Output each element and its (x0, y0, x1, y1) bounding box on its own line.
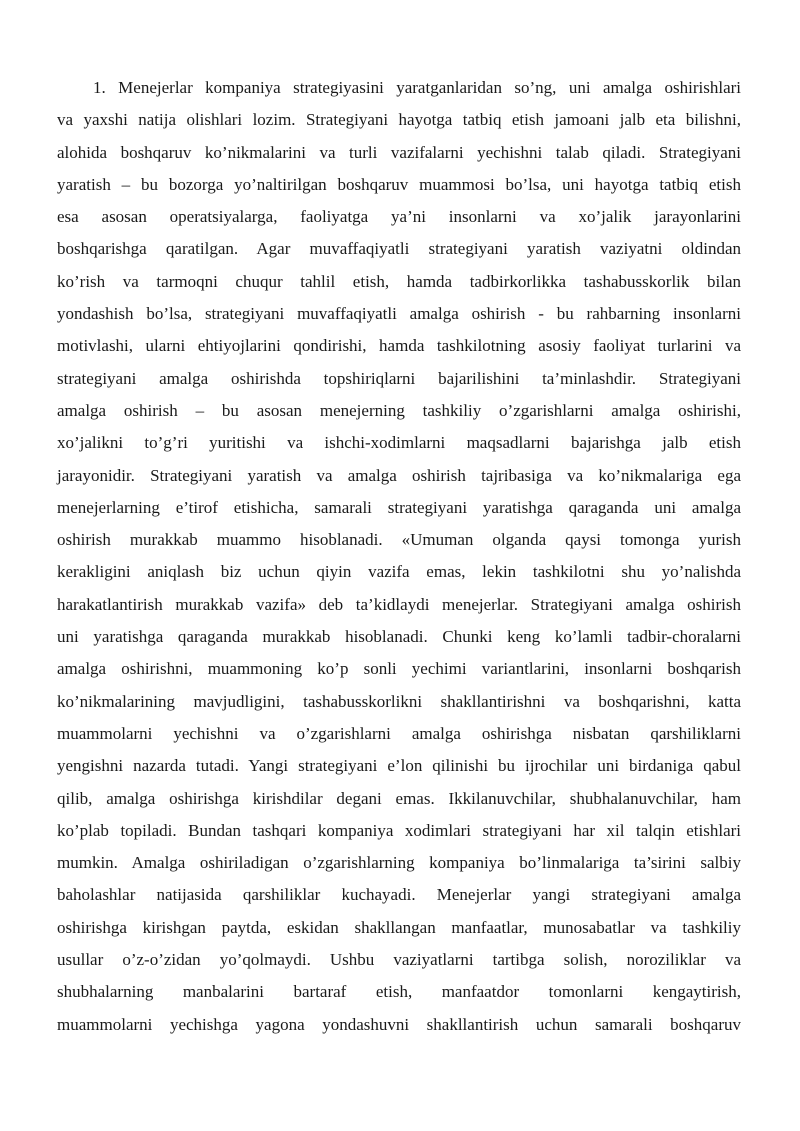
text-line: mumkin. Amalga oshiriladigan o’zgarishlarning kompaniya bo’linmalariga ta’sirini salbiy (57, 853, 741, 873)
text-line: yondashish bo’lsa, strategiyani muvaffaqiyatli amalga oshirish - bu rahbarning insonlarni (57, 304, 741, 324)
text-line: menejerlarning e’tirof etishicha, samarali strategiyani yaratishga qaraganda uni amalga (57, 497, 741, 517)
text-line: ko’nikmalarining mavjudligini, tashabusskorlikni shakllantirishni va boshqarishni, katta (57, 691, 741, 711)
text-line: harakatlantirish murakkab vazifa» deb ta’kidlaydi menejerlar. Strategiyani amalga oshirish (57, 594, 741, 614)
text-line: boshqarishga qaratilgan. Agar muvaffaqiyatli strategiyani yaratish vaziyatni oldindan (57, 239, 741, 259)
text-line: motivlashi, ularni ehtiyojlarini qondirishi, hamda tashkilotning asosiy faoliyat turlarini va (57, 336, 741, 356)
text-line: 1. Menejerlar kompaniya strategiyasini yaratganlaridan so’ng, uni amalga oshirishlari (93, 78, 741, 97)
text-line: baholashlar natijasida qarshiliklar kuchayadi. Menejerlar yangi strategiyani amalga (57, 885, 741, 905)
text-line: uni yaratishga qaraganda murakkab hisoblanadi. Chunki keng ko’lamli tadbir-choralarni (57, 627, 741, 647)
text-line: ko’rish va tarmoqni chuqur tahlil etish, hamda tadbirkorlikka tashabusskorlik bilan (57, 271, 741, 291)
text-line: kerakligini aniqlash biz uchun qiyin vazifa emas, lekin tashkilotni shu yo’nalishda (57, 562, 741, 582)
text-line: shubhalarning manbalarini bartaraf etish, manfaatdor tomonlarni kengaytirish, (57, 982, 741, 1002)
text-line: amalga oshirishni, muammoning ko’p sonli yechimi variantlarini, insonlarni boshqarish (57, 659, 741, 679)
text-line: yengishni nazarda tutadi. Yangi strategiyani e’lon qilinishi bu ijrochilar uni birdaniga qabul (57, 756, 741, 776)
text-line: amalga oshirish – bu asosan menejerning tashkiliy o’zgarishlarni amalga oshirishi, (57, 400, 741, 420)
text-line: va yaxshi natija olishlari lozim. Strategiyani hayotga tatbiq etish jamoani jalb eta bilishni, (57, 110, 741, 130)
body-paragraph (57, 72, 741, 1041)
text-line: usullar o’z-o’zidan yo’qolmaydi. Ushbu vaziyatlarni tartibga solish, noroziliklar va (57, 950, 741, 970)
text-line: esa asosan operatsiyalarga, faoliyatga ya’ni insonlarni va xo’jalik jarayonlarini (57, 207, 741, 227)
text-line: strategiyani amalga oshirishda topshiriqlarni bajarilishini ta’minlashdir. Strategiyani (57, 368, 741, 388)
text-line: jarayonidir. Strategiyani yaratish va amalga oshirish tajribasiga va ko’nikmalariga ega (57, 465, 741, 485)
text-line: xo’jalikni to’g’ri yuritishi va ishchi-xodimlarni maqsadlarni bajarishga jalb etish (57, 433, 741, 453)
text-line: alohida boshqaruv ko’nikmalarini va turli vazifalarni yechishni talab qiladi. Strategiyani (57, 142, 741, 162)
text-line: muammolarni yechishga yagona yondashuvni shakllantirish uchun samarali boshqaruv (57, 1014, 741, 1034)
text-line: ko’plab topiladi. Bundan tashqari kompaniya xodimlari strategiyani har xil talqin etishlari (57, 820, 741, 840)
text-line: oshirish murakkab muammo hisoblanadi. «Umuman olganda qaysi tomonga yurish (57, 530, 741, 550)
text-line: oshirishga kirishgan paytda, eskidan shakllangan manfaatlar, munosabatlar va tashkiliy (57, 917, 741, 937)
text-line: muammolarni yechishni va o’zgarishlarni amalga oshirishga nisbatan qarshiliklarni (57, 723, 741, 743)
text-line: yaratish – bu bozorga yo’naltirilgan boshqaruv muammosi bo’lsa, uni hayotga tatbiq etish (57, 174, 741, 194)
text-line: qilib, amalga oshirishga kirishdilar degani emas. Ikkilanuvchilar, shubhalanuvchilar, ham (57, 788, 741, 808)
